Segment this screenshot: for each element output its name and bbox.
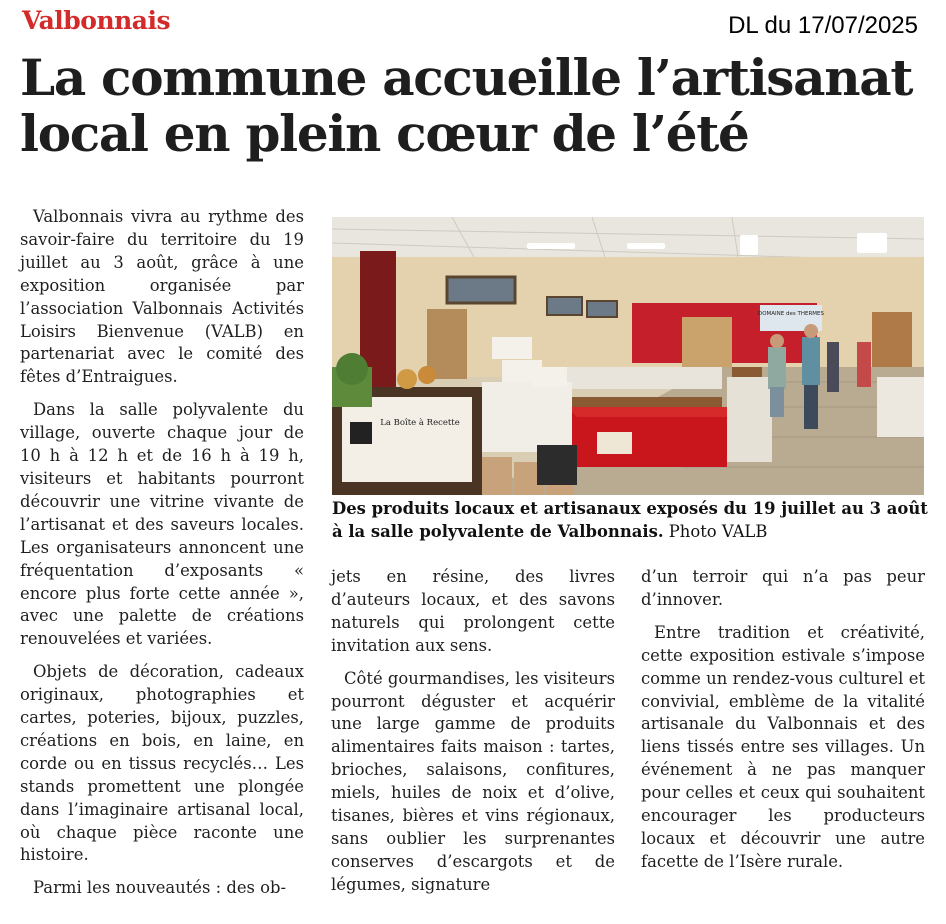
article-column-3 [641, 566, 925, 874]
photo-caption [332, 498, 932, 543]
photo-credit: Photo VALB [663, 521, 768, 541]
paragraph: Côté gourmandises, les visiteurs pourront déguster et acquérir une large gamme de produits alimentaires faits maison : tartes, brioches, salaisons, confitures, miels, huiles de noix et d’olive, tisanes, bières et vins régionaux, sans oublier les surprenantes conserves d’escargots et de légumes, signature [331, 668, 616, 894]
exhibition-photo-illustration [332, 217, 924, 495]
exhibition-photo [332, 217, 924, 495]
article-headline: La commune accueille l’artisanat local en plein cœur de l’été [20, 48, 913, 163]
domaine-banner-label: DOMAINE des THERMES [757, 311, 825, 317]
paragraph: Entre tradition et créativité, cette exposition estivale s’impose comme un rendez-vous culturel et convivial, emblème de la vitalité artisanale du Valbonnais et des liens tissés entre ses villages. Un événement à ne pas manquer pour celles et ceux qui souhaitent encourager les producteurs locaux et découvrir une autre facette de l’Isère rurale. [641, 622, 925, 871]
paragraph: d’un terroir qui n’a pas peur d’innover. [641, 567, 925, 609]
article-column-1 [20, 206, 304, 900]
paragraph: Parmi les nouveautés : des ob- [33, 878, 287, 898]
section-rubric: Valbonnais [22, 6, 171, 35]
paragraph: Valbonnais vivra au rythme des savoir-faire du territoire du 19 juillet au 3 août, grâce à une exposition organisée par l’association Valbonnais Activités Loisirs Bienvenue (VALB) en partenariat avec le comité des fêtes d’Entraigues. [20, 207, 304, 387]
paragraph: jets en résine, des livres d’auteurs locaux, et des savons naturels qui prolongent cette invitation aux sens. [331, 567, 615, 655]
publication-date: DL du 17/07/2025 [728, 12, 918, 39]
caption-text: Des produits locaux et artisanaux exposés du 19 juillet au 3 août à la salle polyvalente de Valbonnais. [332, 499, 928, 541]
paragraph: Dans la salle polyvalente du village, ouverte chaque jour de 10 h à 12 h et de 16 h à 19 h, visiteurs et habitants pourront découvrir une vitrine vivante de l’artisanat et des saveurs locales. Les organisateurs annoncent une fréquentation d’exposants « encore plus forte cette année », avec une palette de créations renouvelées et variées. [20, 400, 304, 649]
article-column-2 [331, 566, 615, 897]
sign-label: La Boîte à Recette [380, 418, 460, 428]
paragraph: Objets de décoration, cadeaux originaux, photographies et cartes, poteries, bijoux, puzzles, créations en bois, en laine, en corde ou en tissus recyclés… Les stands promettent une plongée dans l’imaginaire artisanal local, où chaque pièce raconte une histoire. [20, 662, 304, 865]
